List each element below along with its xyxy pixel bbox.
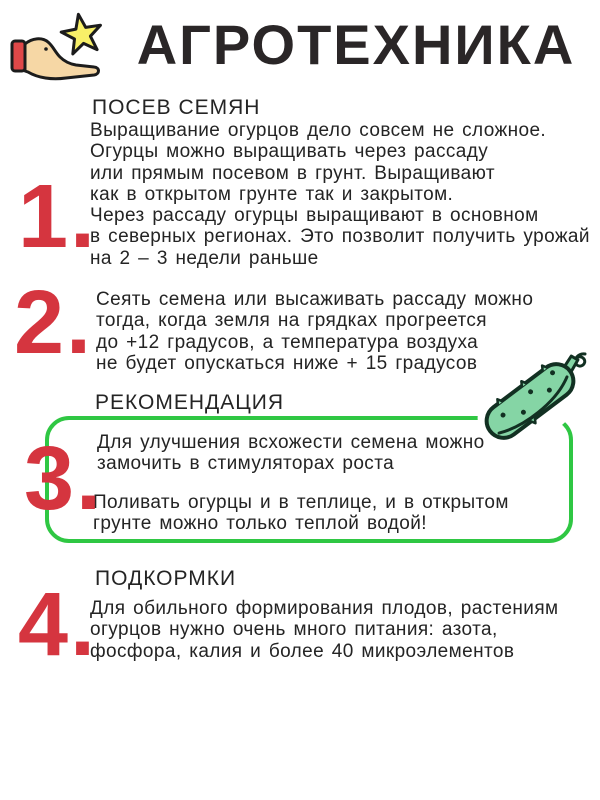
text-line: грунте можно только теплой водой! — [93, 513, 427, 535]
text-line: Для обильного формирования плодов, растениям — [90, 598, 559, 619]
section-heading-feeding: ПОДКОРМКИ — [95, 567, 237, 590]
text-line: как в открытом грунте так и закрытом. — [90, 183, 454, 205]
recommendation-tip1 — [97, 432, 485, 475]
text-line: огурцов нужно очень много питания: азота, — [90, 619, 498, 641]
text-line: до +12 градусов, а температура воздуха — [96, 331, 479, 353]
text-line: Через рассаду огурцы выращивают в основном — [90, 205, 539, 227]
text-line: Выращивание огурцов дело совсем не сложное. — [90, 120, 547, 141]
text-line: Для улучшения всхожести семена можно — [97, 432, 485, 453]
sowing-paragraph — [90, 120, 590, 269]
text-line: не будет опускаться ниже + 15 градусов — [96, 352, 478, 374]
page-title: АГРОТЕХНИКА — [136, 13, 576, 76]
text-line: замочить в стимуляторах роста — [97, 453, 395, 475]
section-heading-sowing: ПОСЕВ СЕМЯН — [92, 96, 261, 119]
text-line: тогда, когда земля на грядках прогреется — [96, 310, 487, 332]
cucumber-icon — [470, 328, 595, 458]
section-heading-recommendation: РЕКОМЕНДАЦИЯ — [95, 391, 285, 414]
text-line: Поливать огурцы и в теплице, и в открытом — [93, 492, 509, 513]
knuckle-dot — [44, 47, 48, 51]
cuff-icon — [12, 41, 25, 71]
section-number-3: 3. — [24, 429, 104, 529]
feeding-paragraph — [90, 598, 558, 662]
section-number-1: 1. — [18, 167, 98, 267]
text-line: Сеять семена или высаживать рассаду можно — [96, 289, 534, 310]
text-line: Огурцы можно выращивать через рассаду — [90, 141, 489, 163]
text-line: фосфора, калия и более 40 микроэлементов — [90, 640, 515, 662]
section-number-4: 4. — [18, 575, 98, 675]
hand-presenting-star-icon — [10, 8, 110, 93]
text-line: на 2 – 3 недели раньше — [90, 247, 319, 269]
timing-paragraph — [96, 289, 533, 374]
section-number-2: 2. — [14, 273, 94, 373]
recommendation-tip2 — [93, 492, 509, 535]
text-line: в северных регионах. Это позволит получить урожай — [90, 226, 590, 248]
star-icon — [61, 14, 100, 54]
text-line: или прямым посевом в грунт. Выращивают — [90, 162, 495, 184]
